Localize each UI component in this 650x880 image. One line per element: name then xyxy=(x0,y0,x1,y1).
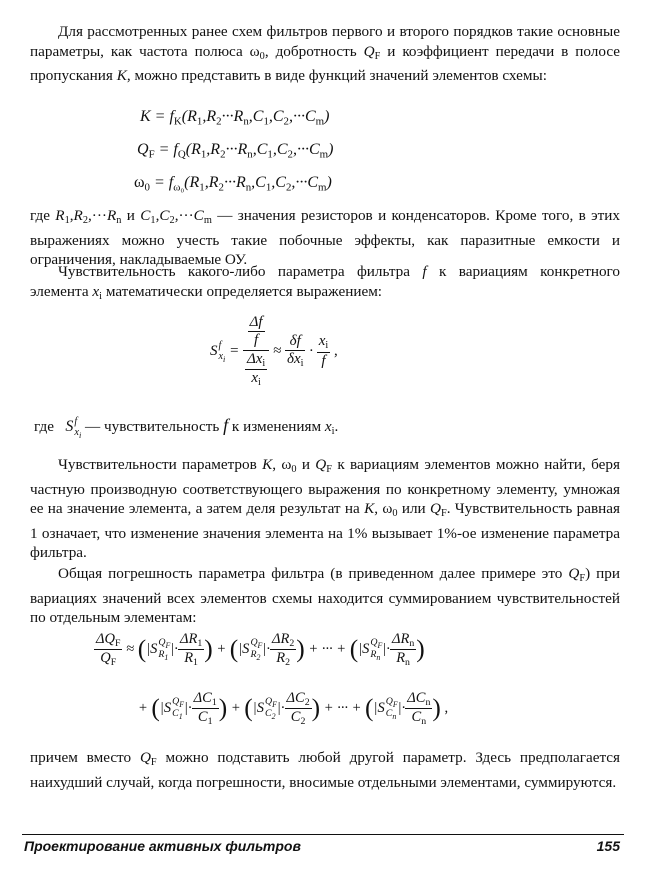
footer-rule xyxy=(22,834,624,835)
paragraph-1: Для рассмотренных ранее схем фильтров первого и второго порядков такие основные параметры, как частота полюса $\omega_0$, добротность $Q_F$ и коэффициент передачи в полосе пропускания K, можно представить в виде функций значений элементов схемы: xyxy=(30,23,620,85)
footer-title: Проектирование активных фильтров xyxy=(24,838,301,854)
paragraph-6: Общая погрешность параметра фильтра (в приведенном далее примере это $Q_F$) при вариациях значений всех элементов схемы находится суммированием чувствительностей по отдельным элементам: xyxy=(30,565,620,627)
formula-error-line-1: $\frac{\Delta Q_F}{Q_F}$ ≈ (|S $Q_F$ $R_1$ |· $\frac{\Delta R_1}{R_1}$ ) + (|S $Q_F$ $R_2$ |· $\frac{\Delta R_2}{R_2}$ ) + ··· + (|S $Q_F$ $R_n$ |· $\frac{\Delta R_n}{R_n}$ ) xyxy=(96,631,425,669)
paragraph-4: где S f $x_i$ — чувствительность f к изменениям $x_i$. xyxy=(34,415,339,440)
paragraph-7: причем вместо $Q_F$ можно подставить любой другой параметр. Здесь предполагается наихудший случай, когда погрешности, вносимые отдельными элементами, суммируются. xyxy=(30,749,620,791)
formula-sensitivity: S f $x_i$ = $\frac{\frac{\Delta f}{f}}{\frac{\Delta x_i}{x_i}}$ ≈ $\frac{\delta f}{\delta x_i}$ · $\frac{x_i}{f}$ , xyxy=(210,314,338,389)
paragraph-5: Чувствительности параметров K, $\omega_0$ и $Q_F$ к вариациям элементов можно найти, беря частную производную соответствующего выражения по конкретному элементу, умножая ее на значение элемента, а затем деля результат на K, $\omega_0$ или $Q_F$. Чувствительность равная 1 означает, что изменение значения элемента на 1% вызывает 1%-ое изменение параметра фильтра. xyxy=(30,456,620,562)
formula-qf: $Q_F = f_Q(R_1,R_2\cdot\cdot\cdot R_n,C_1,C_2,\cdot\cdot\cdot C_m)$ xyxy=(137,141,334,161)
formula-omega: $\omega_0 = f_{\omega_0}(R_1,R_2\cdot\cdot\cdot R_n,C_1,C_2,\cdot\cdot\cdot C_m)$ xyxy=(134,174,332,194)
formula-error-line-2: + (|S $Q_F$ $C_1$ |· $\frac{\Delta C_1}{C_1}$ ) + (|S $Q_F$ $C_2$ |· $\frac{\Delta C_2}{C_2}$ ) + ··· + (|S $Q_F$ $C_n$ |· $\frac{\Delta C_n}{C_n}$ ) , xyxy=(138,690,449,728)
paragraph-3: Чувствительность какого-либо параметра фильтра f к вариациям конкретного элемента $x_i$ математически определяется выражением: xyxy=(30,263,620,302)
formula-k: $K = f_K(R_1,R_2\cdot\cdot\cdot R_n,C_1,C_2,\cdot\cdot\cdot C_m)$ xyxy=(140,108,330,128)
page-number: 155 xyxy=(596,838,620,854)
paragraph-2: где $R_1,R_2,\cdot\cdot\cdot R_n$ и $C_1,C_2,\cdot\cdot\cdot C_m$ — значения резисторов и конденсаторов. Кроме того, в этих выражениях можно учесть такие побочные эффекты, как паразитные емкости и ограничения, накладываемые ОУ. xyxy=(30,207,620,269)
